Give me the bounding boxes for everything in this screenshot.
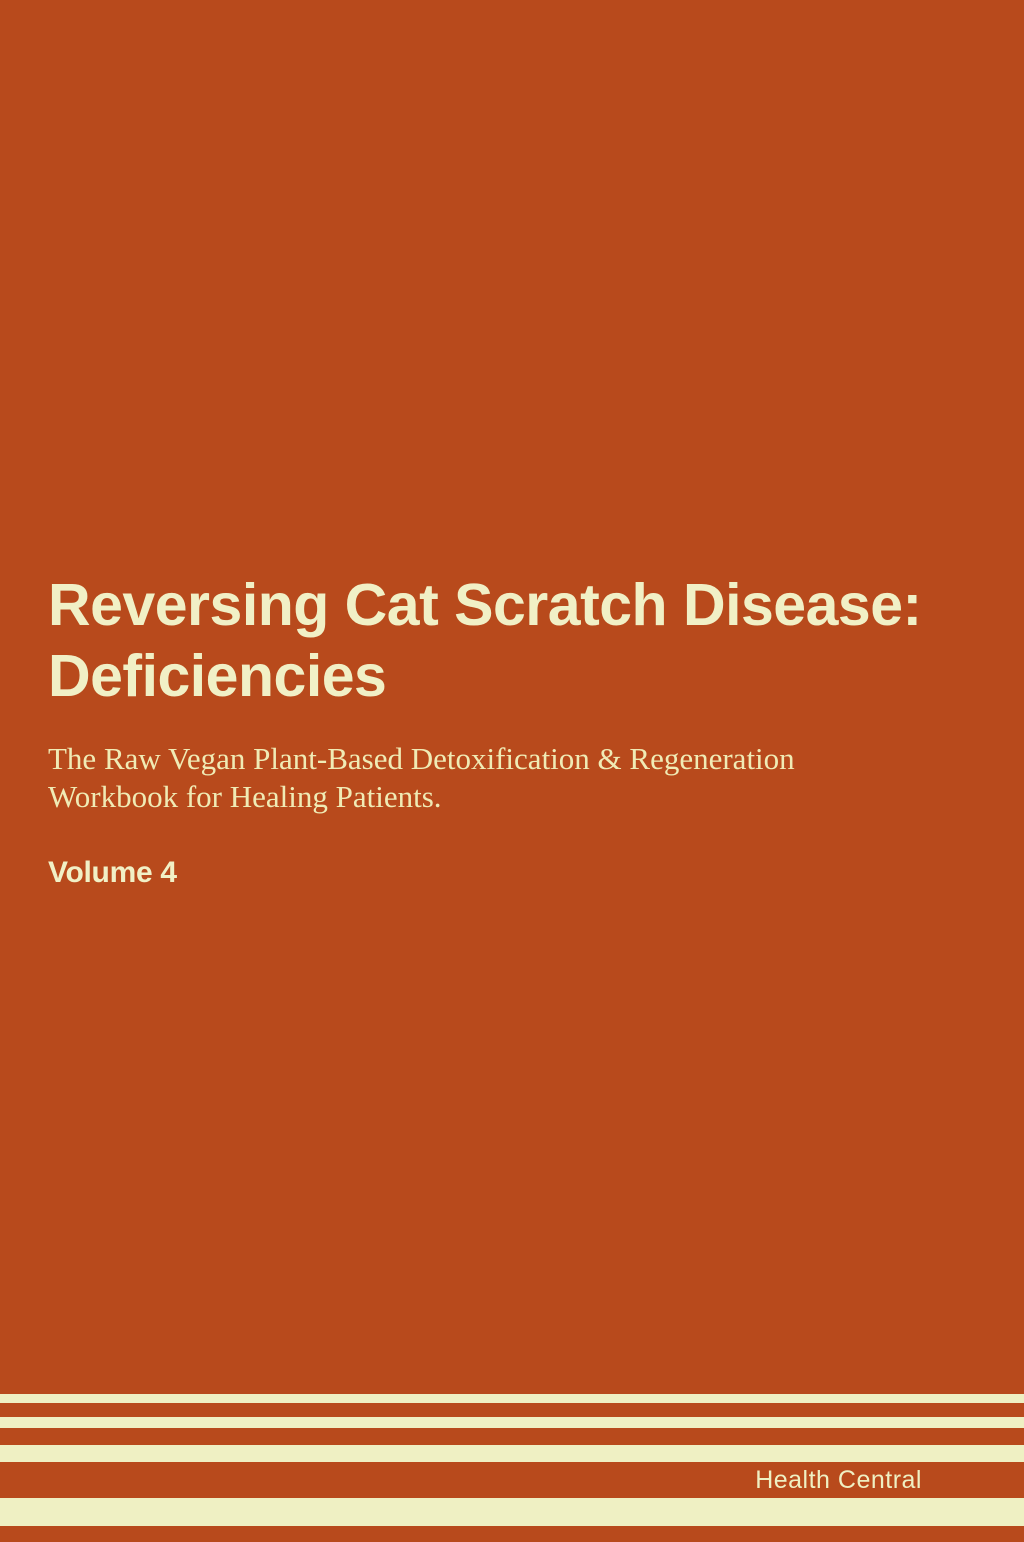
publisher-band — [0, 1462, 1024, 1498]
decorative-stripe-3 — [0, 1445, 1024, 1462]
book-title — [48, 570, 998, 712]
subtitle-line-2: Workbook for Healing Patients. — [48, 779, 442, 814]
title-line-2: Deficiencies — [48, 643, 387, 709]
book-subtitle — [48, 740, 968, 816]
publisher-name: Health Central — [755, 1465, 922, 1494]
subtitle-line-1: The Raw Vegan Plant-Based Detoxification & Regeneration — [48, 741, 795, 776]
title-line-1: Reversing Cat Scratch Disease: — [48, 572, 922, 638]
volume-label: Volume 4 — [48, 856, 177, 889]
decorative-stripe-1 — [0, 1394, 1024, 1403]
decorative-stripe-4 — [0, 1498, 1024, 1526]
decorative-stripe-2 — [0, 1417, 1024, 1428]
